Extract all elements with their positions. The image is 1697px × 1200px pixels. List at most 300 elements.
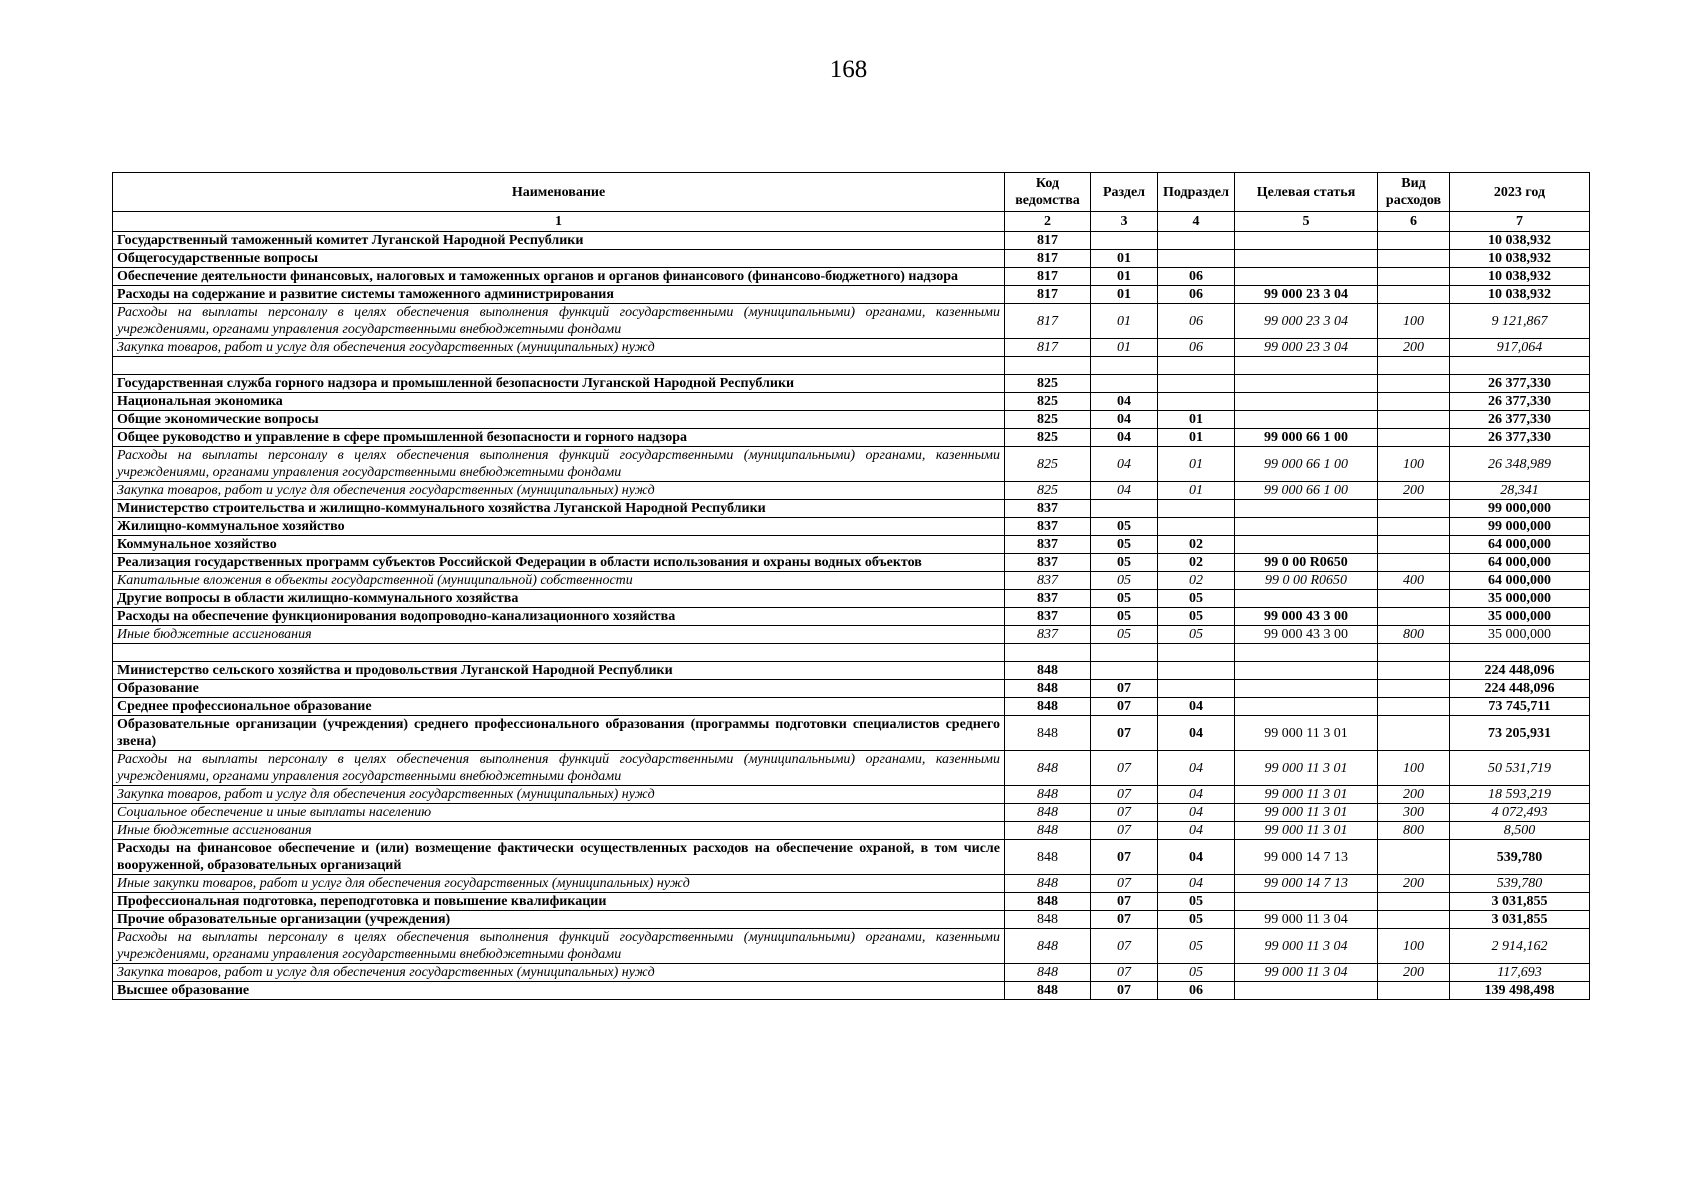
table-row <box>113 875 1590 893</box>
cell-department-code: 848 <box>1005 804 1091 822</box>
cell-amount-2023: 28,341 <box>1450 482 1590 500</box>
cell-section: 07 <box>1091 751 1158 786</box>
cell-section: 05 <box>1091 590 1158 608</box>
table-row <box>113 518 1590 536</box>
cell-name: Государственный таможенный комитет Луганской Народной Республики <box>113 232 1005 250</box>
cell-subsection: 05 <box>1158 590 1235 608</box>
table-row <box>113 393 1590 411</box>
cell-expense-type: 200 <box>1378 875 1450 893</box>
cell-amount-2023: 26 377,330 <box>1450 393 1590 411</box>
cell-department-code: 848 <box>1005 751 1091 786</box>
table-row <box>113 608 1590 626</box>
cell-target-article: 99 000 66 1 00 <box>1235 429 1378 447</box>
cell-target-article <box>1235 518 1378 536</box>
cell-section: 07 <box>1091 875 1158 893</box>
cell-expense-type: 100 <box>1378 447 1450 482</box>
cell-amount-2023: 4 072,493 <box>1450 804 1590 822</box>
blank-row <box>113 644 1590 662</box>
cell-expense-type <box>1378 500 1450 518</box>
cell-name: Профессиональная подготовка, переподготовка и повышение квалификации <box>113 893 1005 911</box>
header-subsection: Подраздел <box>1158 173 1235 212</box>
table-row <box>113 929 1590 964</box>
cell-amount-2023: 539,780 <box>1450 875 1590 893</box>
table-body <box>113 232 1590 1000</box>
cell-amount-2023: 64 000,000 <box>1450 536 1590 554</box>
table-row <box>113 680 1590 698</box>
table-row <box>113 786 1590 804</box>
cell-name: Закупка товаров, работ и услуг для обеспечения государственных (муниципальных) нужд <box>113 482 1005 500</box>
cell-department-code <box>1005 357 1091 375</box>
cell-subsection: 04 <box>1158 698 1235 716</box>
cell-section <box>1091 357 1158 375</box>
cell-name: Социальное обеспечение и иные выплаты населению <box>113 804 1005 822</box>
cell-subsection <box>1158 232 1235 250</box>
cell-name: Расходы на выплаты персоналу в целях обеспечения выполнения функций государственными (муниципальными) органами, казенными учреждениями, органами управления государственными внебюджетными фондами <box>113 929 1005 964</box>
cell-subsection: 04 <box>1158 716 1235 751</box>
cell-name: Министерство сельского хозяйства и продовольствия Луганской Народной Республики <box>113 662 1005 680</box>
cell-target-article: 99 0 00 R0650 <box>1235 554 1378 572</box>
table-row <box>113 250 1590 268</box>
cell-expense-type <box>1378 840 1450 875</box>
cell-target-article <box>1235 393 1378 411</box>
table-row <box>113 822 1590 840</box>
cell-target-article: 99 000 11 3 01 <box>1235 716 1378 751</box>
cell-name: Иные бюджетные ассигнования <box>113 822 1005 840</box>
cell-subsection: 02 <box>1158 572 1235 590</box>
column-number: 6 <box>1378 212 1450 232</box>
table-row <box>113 304 1590 339</box>
table-row <box>113 482 1590 500</box>
cell-expense-type <box>1378 268 1450 286</box>
cell-expense-type: 100 <box>1378 304 1450 339</box>
cell-department-code: 837 <box>1005 608 1091 626</box>
cell-expense-type <box>1378 608 1450 626</box>
cell-expense-type: 800 <box>1378 822 1450 840</box>
cell-name: Расходы на выплаты персоналу в целях обеспечения выполнения функций государственными (муниципальными) органами, казенными учреждениями, органами управления государственными внебюджетными фондами <box>113 304 1005 339</box>
cell-amount-2023: 64 000,000 <box>1450 572 1590 590</box>
cell-target-article: 99 0 00 R0650 <box>1235 572 1378 590</box>
cell-subsection <box>1158 680 1235 698</box>
table-row <box>113 572 1590 590</box>
cell-amount-2023: 64 000,000 <box>1450 554 1590 572</box>
cell-section: 04 <box>1091 411 1158 429</box>
table-row <box>113 286 1590 304</box>
cell-target-article: 99 000 23 3 04 <box>1235 286 1378 304</box>
table-row <box>113 840 1590 875</box>
cell-subsection: 06 <box>1158 982 1235 1000</box>
cell-expense-type: 800 <box>1378 626 1450 644</box>
cell-department-code: 825 <box>1005 393 1091 411</box>
cell-subsection: 06 <box>1158 268 1235 286</box>
cell-section: 07 <box>1091 822 1158 840</box>
cell-subsection <box>1158 250 1235 268</box>
cell-section: 01 <box>1091 304 1158 339</box>
column-number: 4 <box>1158 212 1235 232</box>
column-number-row <box>113 212 1590 232</box>
cell-expense-type <box>1378 698 1450 716</box>
cell-subsection: 05 <box>1158 911 1235 929</box>
cell-name: Закупка товаров, работ и услуг для обеспечения государственных (муниципальных) нужд <box>113 786 1005 804</box>
cell-subsection: 04 <box>1158 875 1235 893</box>
cell-amount-2023: 8,500 <box>1450 822 1590 840</box>
cell-section: 05 <box>1091 554 1158 572</box>
cell-department-code: 817 <box>1005 232 1091 250</box>
table-row <box>113 429 1590 447</box>
table-row <box>113 982 1590 1000</box>
cell-section: 05 <box>1091 536 1158 554</box>
cell-expense-type <box>1378 680 1450 698</box>
page-number: 168 <box>829 56 868 83</box>
cell-target-article <box>1235 500 1378 518</box>
cell-name: Расходы на выплаты персоналу в целях обеспечения выполнения функций государственными (муниципальными) органами, казенными учреждениями, органами управления государственными внебюджетными фондами <box>113 751 1005 786</box>
cell-amount-2023: 10 038,932 <box>1450 268 1590 286</box>
header-expense-type: Вид расходов <box>1378 173 1450 212</box>
table-row <box>113 716 1590 751</box>
cell-section: 04 <box>1091 393 1158 411</box>
cell-department-code: 848 <box>1005 840 1091 875</box>
table-row <box>113 911 1590 929</box>
cell-expense-type <box>1378 644 1450 662</box>
cell-subsection: 06 <box>1158 286 1235 304</box>
cell-amount-2023: 18 593,219 <box>1450 786 1590 804</box>
cell-amount-2023: 26 377,330 <box>1450 375 1590 393</box>
cell-amount-2023: 50 531,719 <box>1450 751 1590 786</box>
cell-target-article <box>1235 644 1378 662</box>
cell-name <box>113 357 1005 375</box>
cell-amount-2023: 10 038,932 <box>1450 286 1590 304</box>
cell-expense-type: 400 <box>1378 572 1450 590</box>
cell-subsection: 04 <box>1158 786 1235 804</box>
cell-section: 07 <box>1091 982 1158 1000</box>
cell-section: 04 <box>1091 447 1158 482</box>
cell-subsection: 01 <box>1158 429 1235 447</box>
cell-expense-type <box>1378 411 1450 429</box>
header-department-code: Код ведомства <box>1005 173 1091 212</box>
table-row <box>113 751 1590 786</box>
cell-section: 07 <box>1091 911 1158 929</box>
cell-section: 01 <box>1091 268 1158 286</box>
cell-name: Расходы на выплаты персоналу в целях обеспечения выполнения функций государственными (муниципальными) органами, казенными учреждениями, органами управления государственными внебюджетными фондами <box>113 447 1005 482</box>
cell-amount-2023: 26 348,989 <box>1450 447 1590 482</box>
cell-department-code: 848 <box>1005 662 1091 680</box>
cell-target-article <box>1235 590 1378 608</box>
cell-target-article: 99 000 11 3 01 <box>1235 751 1378 786</box>
cell-department-code: 848 <box>1005 893 1091 911</box>
cell-department-code: 837 <box>1005 500 1091 518</box>
cell-subsection: 05 <box>1158 964 1235 982</box>
cell-subsection: 06 <box>1158 339 1235 357</box>
cell-amount-2023: 99 000,000 <box>1450 500 1590 518</box>
cell-expense-type <box>1378 357 1450 375</box>
cell-amount-2023: 9 121,867 <box>1450 304 1590 339</box>
cell-department-code: 848 <box>1005 698 1091 716</box>
table-row <box>113 268 1590 286</box>
table-row <box>113 626 1590 644</box>
cell-name: Расходы на обеспечение функционирования водопроводно-канализационного хозяйства <box>113 608 1005 626</box>
table-row <box>113 536 1590 554</box>
cell-name: Закупка товаров, работ и услуг для обеспечения государственных (муниципальных) нужд <box>113 964 1005 982</box>
cell-department-code: 817 <box>1005 339 1091 357</box>
cell-subsection: 04 <box>1158 804 1235 822</box>
cell-amount-2023: 10 038,932 <box>1450 250 1590 268</box>
cell-amount-2023: 35 000,000 <box>1450 626 1590 644</box>
cell-department-code: 837 <box>1005 590 1091 608</box>
cell-subsection <box>1158 500 1235 518</box>
cell-expense-type <box>1378 911 1450 929</box>
cell-department-code: 848 <box>1005 982 1091 1000</box>
cell-name: Реализация государственных программ субъектов Российской Федерации в области использования и охраны водных объектов <box>113 554 1005 572</box>
cell-department-code: 837 <box>1005 572 1091 590</box>
cell-target-article: 99 000 11 3 04 <box>1235 964 1378 982</box>
cell-department-code: 848 <box>1005 716 1091 751</box>
cell-amount-2023: 3 031,855 <box>1450 911 1590 929</box>
cell-section: 01 <box>1091 339 1158 357</box>
cell-target-article <box>1235 375 1378 393</box>
cell-expense-type: 200 <box>1378 786 1450 804</box>
cell-subsection <box>1158 357 1235 375</box>
cell-expense-type: 300 <box>1378 804 1450 822</box>
cell-section <box>1091 644 1158 662</box>
cell-section: 07 <box>1091 893 1158 911</box>
cell-name: Образование <box>113 680 1005 698</box>
cell-department-code: 817 <box>1005 304 1091 339</box>
cell-name: Другие вопросы в области жилищно-коммунального хозяйства <box>113 590 1005 608</box>
cell-expense-type <box>1378 286 1450 304</box>
cell-name: Национальная экономика <box>113 393 1005 411</box>
cell-expense-type <box>1378 232 1450 250</box>
column-number: 2 <box>1005 212 1091 232</box>
cell-department-code: 848 <box>1005 786 1091 804</box>
cell-target-article <box>1235 698 1378 716</box>
cell-expense-type <box>1378 590 1450 608</box>
cell-name: Общие экономические вопросы <box>113 411 1005 429</box>
cell-department-code: 848 <box>1005 929 1091 964</box>
table-row <box>113 500 1590 518</box>
cell-target-article <box>1235 250 1378 268</box>
table-row <box>113 232 1590 250</box>
cell-target-article <box>1235 893 1378 911</box>
cell-target-article <box>1235 982 1378 1000</box>
cell-amount-2023: 10 038,932 <box>1450 232 1590 250</box>
cell-name: Общее руководство и управление в сфере промышленной безопасности и горного надзора <box>113 429 1005 447</box>
cell-subsection: 01 <box>1158 447 1235 482</box>
cell-target-article: 99 000 11 3 04 <box>1235 911 1378 929</box>
cell-subsection: 04 <box>1158 751 1235 786</box>
cell-expense-type <box>1378 393 1450 411</box>
table-row <box>113 590 1590 608</box>
blank-row <box>113 357 1590 375</box>
cell-expense-type: 200 <box>1378 482 1450 500</box>
cell-target-article: 99 000 43 3 00 <box>1235 626 1378 644</box>
table-row <box>113 447 1590 482</box>
cell-expense-type: 200 <box>1378 339 1450 357</box>
cell-amount-2023: 117,693 <box>1450 964 1590 982</box>
cell-section: 01 <box>1091 286 1158 304</box>
table-row <box>113 698 1590 716</box>
cell-target-article <box>1235 662 1378 680</box>
cell-target-article: 99 000 66 1 00 <box>1235 447 1378 482</box>
cell-department-code: 817 <box>1005 286 1091 304</box>
cell-section <box>1091 662 1158 680</box>
cell-section: 05 <box>1091 518 1158 536</box>
cell-department-code <box>1005 644 1091 662</box>
cell-expense-type <box>1378 375 1450 393</box>
cell-expense-type <box>1378 250 1450 268</box>
table-row <box>113 804 1590 822</box>
cell-name: Государственная служба горного надзора и промышленной безопасности Луганской Народной Республики <box>113 375 1005 393</box>
cell-name: Иные бюджетные ассигнования <box>113 626 1005 644</box>
cell-subsection <box>1158 393 1235 411</box>
cell-name: Коммунальное хозяйство <box>113 536 1005 554</box>
cell-amount-2023: 539,780 <box>1450 840 1590 875</box>
cell-subsection: 01 <box>1158 411 1235 429</box>
cell-target-article: 99 000 43 3 00 <box>1235 608 1378 626</box>
cell-name <box>113 644 1005 662</box>
cell-name: Капитальные вложения в объекты государственной (муниципальной) собственности <box>113 572 1005 590</box>
cell-section: 04 <box>1091 429 1158 447</box>
column-number: 7 <box>1450 212 1590 232</box>
cell-expense-type: 200 <box>1378 964 1450 982</box>
cell-expense-type <box>1378 662 1450 680</box>
cell-name: Расходы на содержание и развитие системы таможенного администрирования <box>113 286 1005 304</box>
cell-subsection: 04 <box>1158 840 1235 875</box>
cell-section: 04 <box>1091 482 1158 500</box>
column-number: 5 <box>1235 212 1378 232</box>
cell-expense-type: 100 <box>1378 929 1450 964</box>
cell-target-article: 99 000 66 1 00 <box>1235 482 1378 500</box>
cell-name: Прочие образовательные организации (учреждения) <box>113 911 1005 929</box>
cell-amount-2023: 917,064 <box>1450 339 1590 357</box>
cell-section <box>1091 232 1158 250</box>
cell-name: Высшее образование <box>113 982 1005 1000</box>
cell-amount-2023: 35 000,000 <box>1450 608 1590 626</box>
cell-department-code: 825 <box>1005 375 1091 393</box>
cell-department-code: 817 <box>1005 250 1091 268</box>
cell-amount-2023 <box>1450 357 1590 375</box>
cell-name: Жилищно-коммунальное хозяйство <box>113 518 1005 536</box>
cell-expense-type: 100 <box>1378 751 1450 786</box>
header-year-2023: 2023 год <box>1450 173 1590 212</box>
cell-target-article: 99 000 23 3 04 <box>1235 304 1378 339</box>
cell-subsection: 05 <box>1158 929 1235 964</box>
cell-department-code: 848 <box>1005 875 1091 893</box>
cell-name: Общегосударственные вопросы <box>113 250 1005 268</box>
cell-subsection: 05 <box>1158 893 1235 911</box>
cell-subsection: 05 <box>1158 626 1235 644</box>
table-row <box>113 554 1590 572</box>
cell-amount-2023 <box>1450 644 1590 662</box>
cell-section: 07 <box>1091 929 1158 964</box>
cell-target-article <box>1235 357 1378 375</box>
cell-section: 01 <box>1091 250 1158 268</box>
cell-target-article: 99 000 11 3 01 <box>1235 822 1378 840</box>
cell-subsection: 01 <box>1158 482 1235 500</box>
cell-target-article <box>1235 536 1378 554</box>
cell-section: 07 <box>1091 804 1158 822</box>
cell-department-code: 837 <box>1005 554 1091 572</box>
column-number: 3 <box>1091 212 1158 232</box>
cell-subsection <box>1158 662 1235 680</box>
header-target-article: Целевая статья <box>1235 173 1378 212</box>
header-row <box>113 173 1590 212</box>
table-row <box>113 339 1590 357</box>
cell-target-article: 99 000 11 3 01 <box>1235 786 1378 804</box>
cell-expense-type <box>1378 554 1450 572</box>
cell-target-article <box>1235 411 1378 429</box>
cell-amount-2023: 139 498,498 <box>1450 982 1590 1000</box>
cell-target-article: 99 000 14 7 13 <box>1235 875 1378 893</box>
cell-subsection: 06 <box>1158 304 1235 339</box>
cell-section: 07 <box>1091 698 1158 716</box>
cell-expense-type <box>1378 982 1450 1000</box>
cell-expense-type <box>1378 536 1450 554</box>
cell-department-code: 837 <box>1005 536 1091 554</box>
cell-section: 07 <box>1091 840 1158 875</box>
cell-department-code: 825 <box>1005 447 1091 482</box>
cell-expense-type <box>1378 893 1450 911</box>
cell-target-article <box>1235 680 1378 698</box>
cell-section: 07 <box>1091 964 1158 982</box>
header-name: Наименование <box>113 173 1005 212</box>
cell-section <box>1091 375 1158 393</box>
cell-amount-2023: 224 448,096 <box>1450 662 1590 680</box>
budget-table <box>112 172 1590 1000</box>
cell-section: 05 <box>1091 626 1158 644</box>
cell-department-code: 837 <box>1005 518 1091 536</box>
cell-amount-2023: 73 745,711 <box>1450 698 1590 716</box>
cell-name: Закупка товаров, работ и услуг для обеспечения государственных (муниципальных) нужд <box>113 339 1005 357</box>
cell-expense-type <box>1378 716 1450 751</box>
cell-name: Обеспечение деятельности финансовых, налоговых и таможенных органов и органов финансового (финансово-бюджетного) надзора <box>113 268 1005 286</box>
cell-expense-type <box>1378 518 1450 536</box>
cell-name: Среднее профессиональное образование <box>113 698 1005 716</box>
cell-amount-2023: 99 000,000 <box>1450 518 1590 536</box>
cell-target-article <box>1235 268 1378 286</box>
cell-amount-2023: 26 377,330 <box>1450 429 1590 447</box>
cell-department-code: 825 <box>1005 411 1091 429</box>
cell-section: 07 <box>1091 786 1158 804</box>
cell-section <box>1091 500 1158 518</box>
cell-amount-2023: 73 205,931 <box>1450 716 1590 751</box>
cell-section: 05 <box>1091 608 1158 626</box>
cell-subsection: 02 <box>1158 536 1235 554</box>
cell-department-code: 837 <box>1005 626 1091 644</box>
cell-subsection <box>1158 518 1235 536</box>
table-row <box>113 411 1590 429</box>
cell-department-code: 848 <box>1005 680 1091 698</box>
cell-name: Образовательные организации (учреждения) среднего профессионального образования (программы подготовки специалистов среднего звена) <box>113 716 1005 751</box>
cell-target-article: 99 000 11 3 04 <box>1235 929 1378 964</box>
cell-subsection <box>1158 375 1235 393</box>
cell-section: 05 <box>1091 572 1158 590</box>
cell-subsection <box>1158 644 1235 662</box>
cell-amount-2023: 224 448,096 <box>1450 680 1590 698</box>
cell-target-article: 99 000 23 3 04 <box>1235 339 1378 357</box>
column-number: 1 <box>113 212 1005 232</box>
cell-amount-2023: 26 377,330 <box>1450 411 1590 429</box>
table-row <box>113 964 1590 982</box>
cell-amount-2023: 2 914,162 <box>1450 929 1590 964</box>
cell-subsection: 02 <box>1158 554 1235 572</box>
cell-amount-2023: 35 000,000 <box>1450 590 1590 608</box>
cell-department-code: 848 <box>1005 964 1091 982</box>
cell-name: Расходы на финансовое обеспечение и (или) возмещение фактически осуществленных расходов на обеспечение охраной, в том числе вооруженной, образовательных организаций <box>113 840 1005 875</box>
cell-department-code: 825 <box>1005 429 1091 447</box>
cell-amount-2023: 3 031,855 <box>1450 893 1590 911</box>
cell-department-code: 817 <box>1005 268 1091 286</box>
cell-name: Иные закупки товаров, работ и услуг для обеспечения государственных (муниципальных) нужд <box>113 875 1005 893</box>
table-row <box>113 375 1590 393</box>
